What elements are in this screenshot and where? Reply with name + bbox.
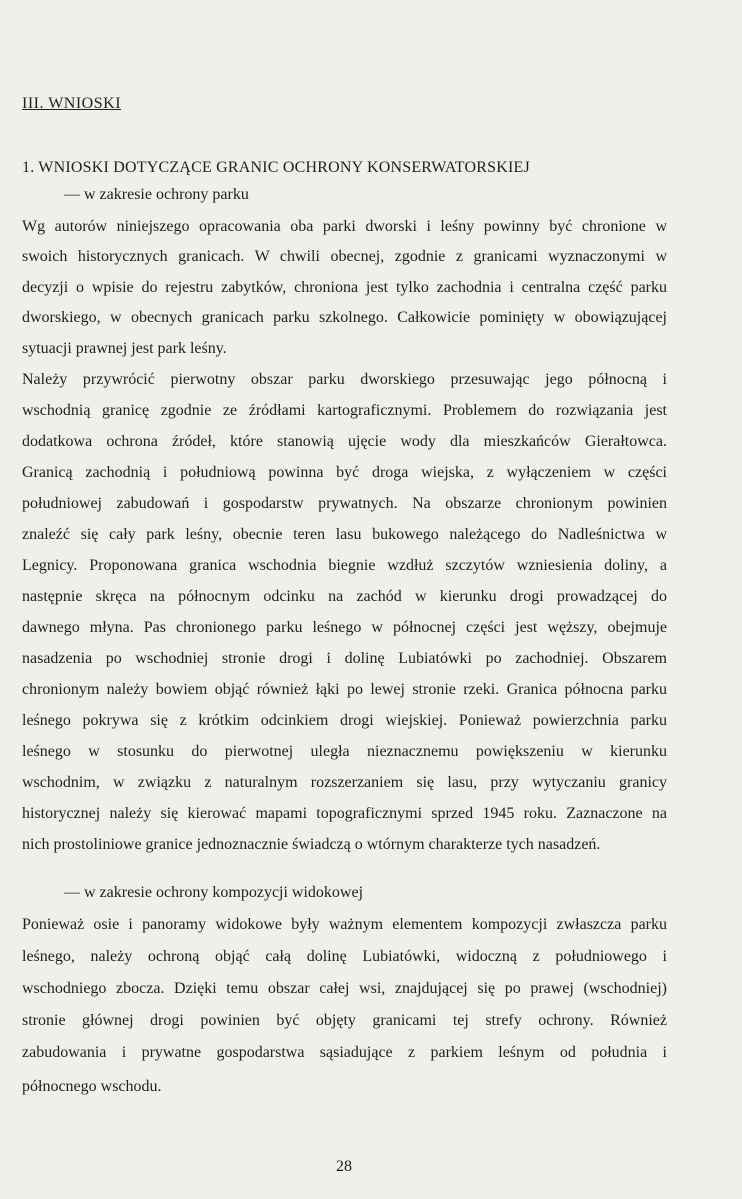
text-line: dawnego młyna. Pas chronionego parku leśnego w północnej części jest węższy, obejmuje bbox=[22, 619, 667, 636]
text-line: południowej zabudowań i gospodarstw prywatnych. Na obszarze chronionym powinien bbox=[22, 495, 667, 512]
text-line: leśnego, należy ochroną objąć całą dolinę Lubiatówki, widoczną z południowego i bbox=[22, 948, 667, 965]
text-line: nich prostoliniowe granice jednoznacznie świadczą o wtórnym charakterze tych nasadzeń. bbox=[22, 836, 601, 853]
text-line: dworskiego, w obecnych granicach parku szkolnego. Całkowicie pominięty w obowiązującej bbox=[22, 309, 667, 326]
text-line: leśnego w stosunku do pierwotnej uległa nieznacznemu powiększeniu w kierunku bbox=[22, 743, 667, 760]
text-line: północnego wschodu. bbox=[22, 1078, 162, 1095]
text-line: dodatkowa ochrona źródeł, które stanowią ujęcie wody dla mieszkańców Gierałtowca. bbox=[22, 433, 667, 450]
text-line: swoich historycznych granicach. W chwili obecnej, zgodnie z granicami wyznaczonymi w bbox=[22, 248, 667, 265]
text-line: znaleźć się cały park leśny, obecnie teren lasu bukowego należącego do Nadleśnictwa w bbox=[22, 526, 667, 543]
text-line: decyzji o wpisie do rejestru zabytków, chroniona jest tylko zachodnia i centralna część parku bbox=[22, 279, 667, 296]
text-line: historycznej należy się kierować mapami topograficznymi sprzed 1945 roku. Zaznaczone na bbox=[22, 805, 667, 822]
subsection-heading-park: — w zakresie ochrony parku bbox=[64, 186, 249, 203]
text-line: nasadzenia po wschodniej stronie drogi i dolinę Lubiatówki po zachodniej. Obszarem bbox=[22, 650, 667, 667]
text-line: Wg autorów niniejszego opracowania oba parki dworski i leśny powinny być chronione w bbox=[22, 218, 667, 235]
text-line: zabudowania i prywatne gospodarstwa sąsiadujące z parkiem leśnym od południa i bbox=[22, 1044, 667, 1061]
text-line: wschodnią granicę zgodnie ze źródłami kartograficznymi. Problemem do rozwiązania jest bbox=[22, 402, 667, 419]
text-line: leśnego pokrywa się z krótkim odcinkiem drogi wiejskiej. Ponieważ powierzchnia parku bbox=[22, 712, 667, 729]
section-title: 1. WNIOSKI DOTYCZĄCE GRANIC OCHRONY KONSERWATORSKIEJ bbox=[22, 159, 530, 176]
text-line: Legnicy. Proponowana granica wschodnia biegnie wzdłuż szczytów wzniesienia doliny, a bbox=[22, 557, 667, 574]
text-line: wschodnim, w związku z naturalnym rozszerzaniem się lasu, przy wytyczaniu granicy bbox=[22, 774, 667, 791]
subsection-heading-views: — w zakresie ochrony kompozycji widokowej bbox=[64, 884, 364, 901]
text-line: następnie skręca na północnym odcinku na zachód w kierunku drogi prowadzącej do bbox=[22, 588, 667, 605]
text-line: Granicą zachodnią i południową powinna być droga wiejska, z wyłączeniem w części bbox=[22, 464, 667, 481]
text-line: Ponieważ osie i panoramy widokowe były ważnym elementem kompozycji zwłaszcza parku bbox=[22, 916, 667, 933]
text-line: sytuacji prawnej jest park leśny. bbox=[22, 340, 227, 357]
chapter-heading: III. WNIOSKI bbox=[22, 95, 122, 112]
text-line: Należy przywrócić pierwotny obszar parku dworskiego przesuwając jego północną i bbox=[22, 371, 667, 388]
page-number: 28 bbox=[336, 1158, 352, 1175]
text-line: wschodniego zbocza. Dzięki temu obszar całej wsi, znajdującej się po prawej (wschodniej) bbox=[22, 980, 667, 997]
text-line: stronie głównej drogi powinien być objęty granicami tej strefy ochrony. Również bbox=[22, 1012, 667, 1029]
text-line: chronionym należy bowiem objąć również łąki po lewej stronie rzeki. Granica północna parku bbox=[22, 681, 667, 698]
